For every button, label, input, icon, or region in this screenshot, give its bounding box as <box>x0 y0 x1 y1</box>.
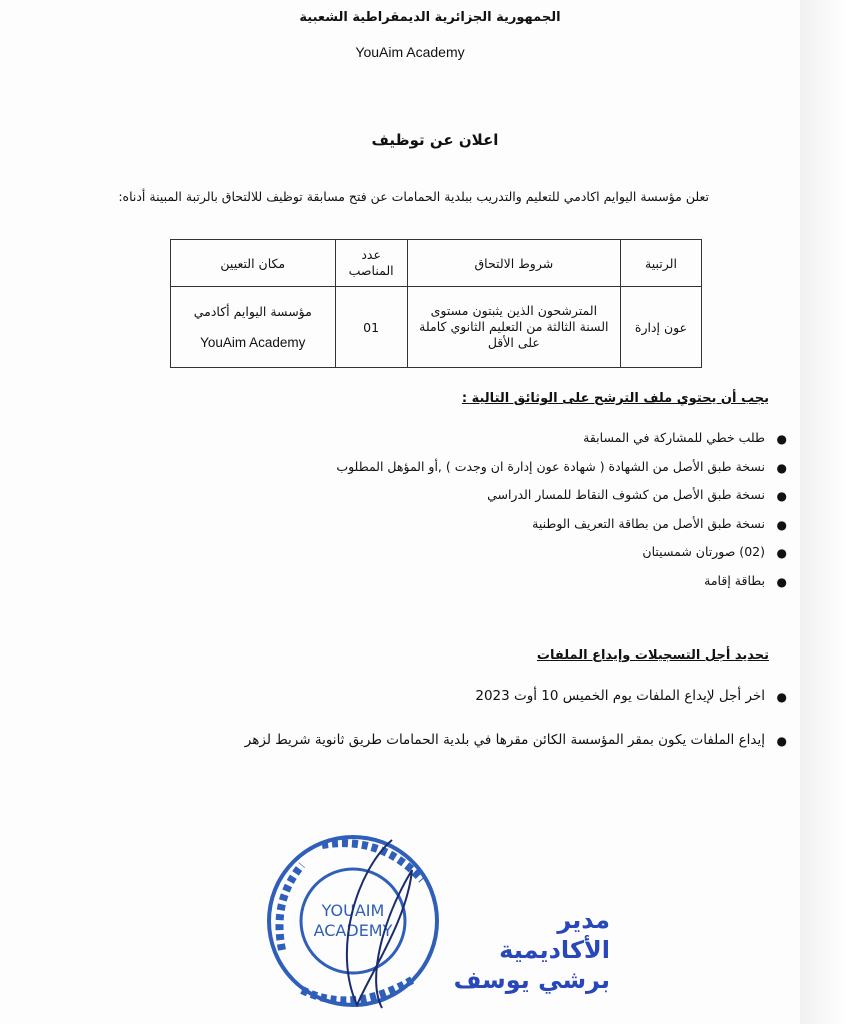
table-row <box>171 287 702 368</box>
stamp-ring-lettering <box>322 843 422 880</box>
list-item <box>336 430 787 459</box>
signature-title: مدير الأكاديمية <box>499 906 610 964</box>
bullet-icon: ● <box>776 734 787 748</box>
header-arabic: الجمهورية الجزائرية الديمقراطية الشعبية <box>299 10 561 25</box>
deadline-heading: تحديد أجل التسجيلات وإيداع الملفات <box>536 648 769 663</box>
cell-count: 01 <box>335 287 407 368</box>
list-item <box>336 573 787 602</box>
list-item <box>336 459 787 488</box>
director-signature <box>440 905 610 995</box>
stamp-text-1: YOUAIM <box>321 901 385 920</box>
bullet-icon: ● <box>776 432 787 446</box>
cell-conditions <box>407 287 620 368</box>
documents-heading: يجب أن يحتوي ملف الترشح على الوثائق التالية : <box>461 391 769 406</box>
bullet-icon: ● <box>776 574 787 589</box>
header-count <box>335 240 407 287</box>
list-item-text: إيداع الملفات يكون بمقر المؤسسة الكائن مقرها في بلدية الحمامات طريق ثانوية شريط لزهر <box>244 732 765 748</box>
documents-list <box>336 430 787 601</box>
list-item-text: اخر أجل لإيداع الملفات يوم الخميس 10 أوت 2023 <box>475 688 765 704</box>
announcement-title: اعلان عن توظيف <box>371 131 499 149</box>
positions-table <box>170 239 702 368</box>
list-item <box>245 732 787 776</box>
cell-rank: عون إدارة <box>620 287 701 368</box>
list-item <box>336 544 787 573</box>
list-item-text: (02) صورتان شمسيتان <box>642 544 765 559</box>
signature-name: برشي يوسف <box>453 966 610 994</box>
intro-text: تعلن مؤسسة اليوايم اكادمي للتعليم والتدريب ببلدية الحمامات عن فتح مسابقة توظيف للالتحاق بالرتبة المبينة أدناه: <box>118 189 709 204</box>
cell-place <box>171 287 336 368</box>
header-place: مكان التعيين <box>171 240 336 287</box>
cell-conditions-text: المترشحون الذين يثبتون مستوى السنة الثالثة من التعليم الثانوي كاملة على الأقل <box>419 303 609 350</box>
academy-stamp <box>262 830 444 1012</box>
header-english: YouAim Academy <box>355 44 465 60</box>
bullet-icon: ● <box>776 546 787 560</box>
page-edge-shadow <box>800 0 849 1024</box>
list-item-text: نسخة طبق الأصل من الشهادة ( شهادة عون إدارة ان وجدت ) ,أو المؤهل المطلوب <box>336 458 765 474</box>
deadline-list <box>245 688 787 776</box>
list-item-text: بطاقة إقامة <box>704 572 765 588</box>
stamp-text-2: ACADEMY <box>313 921 393 940</box>
bullet-icon: ● <box>776 517 787 532</box>
header-rank: الرتبية <box>620 240 701 287</box>
bullet-icon: ● <box>776 690 787 704</box>
cell-place-english: YouAim Academy <box>200 335 306 350</box>
bullet-icon: ● <box>776 489 787 503</box>
list-item <box>245 688 787 732</box>
table-header-row <box>171 240 702 287</box>
list-item-text: نسخة طبق الأصل من كشوف النقاط للمسار الدراسي <box>487 487 765 502</box>
list-item <box>336 516 787 545</box>
bullet-icon: ● <box>776 460 787 475</box>
list-item-text: نسخة طبق الأصل من بطاقة التعريف الوطنية <box>532 515 765 531</box>
header-count-label: عدد المناصب <box>348 247 394 278</box>
list-item <box>336 487 787 516</box>
header-conditions: شروط الالتحاق <box>407 240 620 287</box>
list-item-text: طلب خطي للمشاركة في المسابقة <box>583 430 765 445</box>
cell-place-arabic: مؤسسة اليوايم أكادمي <box>193 304 312 319</box>
